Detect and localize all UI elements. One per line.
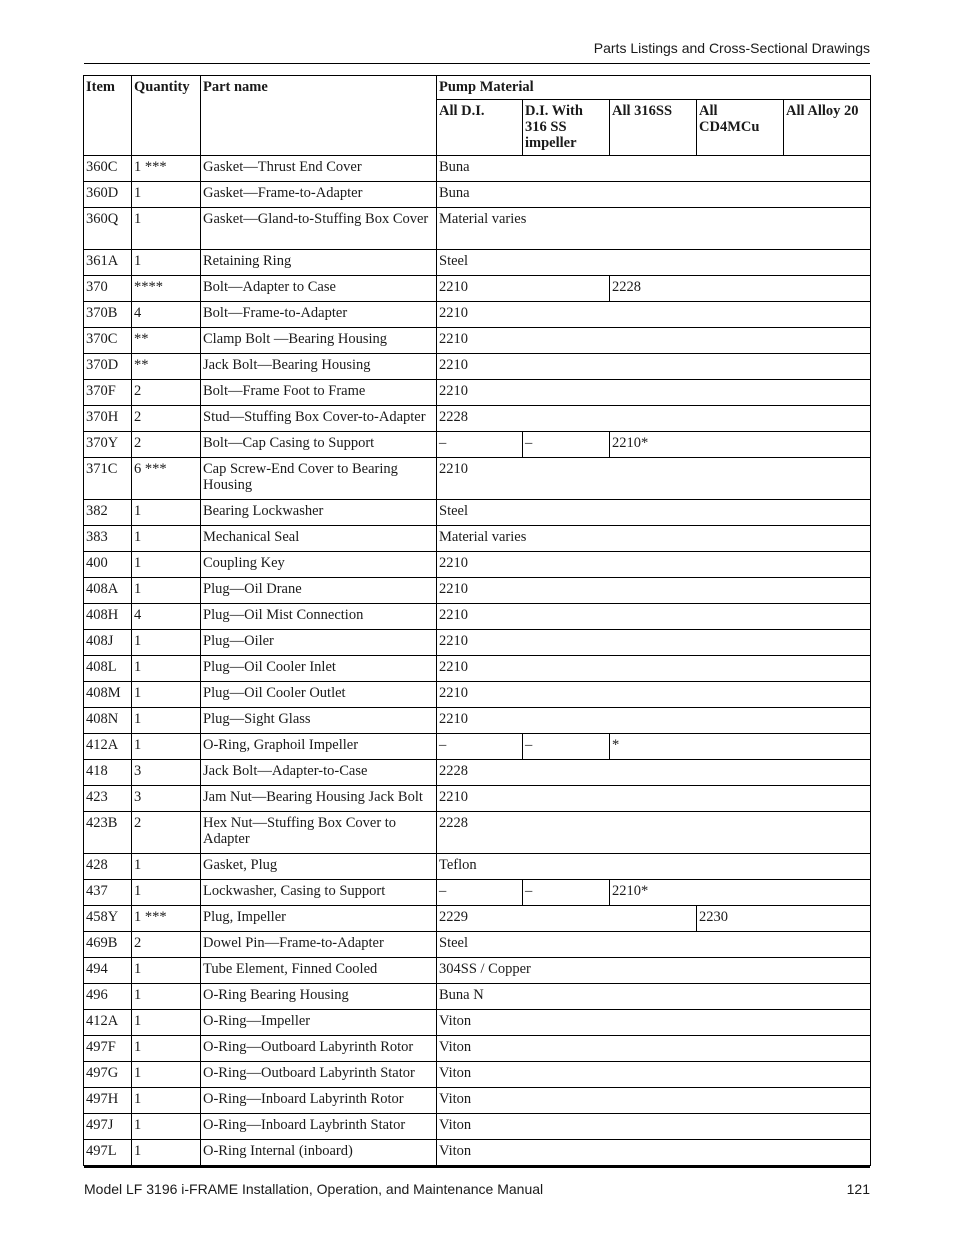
- part-name-cell: Coupling Key: [201, 552, 437, 578]
- item-cell: 497H: [84, 1088, 132, 1114]
- quantity-cell: 1: [132, 182, 201, 208]
- quantity-cell: 1: [132, 854, 201, 880]
- parts-table: [83, 75, 871, 1166]
- material-cell: 2210: [437, 276, 610, 302]
- part-name-cell: Jam Nut—Bearing Housing Jack Bolt: [201, 786, 437, 812]
- table-row: [84, 354, 871, 380]
- quantity-cell: 1: [132, 1114, 201, 1140]
- quantity-cell: 3: [132, 786, 201, 812]
- item-cell: 383: [84, 526, 132, 552]
- col-header-material: All 316SS: [610, 100, 697, 156]
- part-name-cell: Bolt—Frame-to-Adapter: [201, 302, 437, 328]
- quantity-cell: **: [132, 354, 201, 380]
- item-cell: 496: [84, 984, 132, 1010]
- material-cell: 2210: [437, 578, 871, 604]
- part-name-cell: Lockwasher, Casing to Support: [201, 880, 437, 906]
- part-name-cell: O-Ring—Inboard Labyrinth Rotor: [201, 1088, 437, 1114]
- item-cell: 412A: [84, 1010, 132, 1036]
- table-row: [84, 1140, 871, 1166]
- quantity-cell: 1: [132, 682, 201, 708]
- table-row: [84, 1114, 871, 1140]
- quantity-cell: 1: [132, 250, 201, 276]
- table-row: [84, 250, 871, 276]
- table-row: [84, 578, 871, 604]
- table-row: [84, 328, 871, 354]
- material-cell: –: [437, 734, 523, 760]
- part-name-cell: Plug—Sight Glass: [201, 708, 437, 734]
- material-cell: 2210: [437, 552, 871, 578]
- part-name-cell: Stud—Stuffing Box Cover-to-Adapter: [201, 406, 437, 432]
- item-cell: 408A: [84, 578, 132, 604]
- material-cell: 2210: [437, 630, 871, 656]
- quantity-cell: 1: [132, 1036, 201, 1062]
- quantity-cell: 2: [132, 406, 201, 432]
- table-row: [84, 1010, 871, 1036]
- table-row: [84, 182, 871, 208]
- item-cell: 412A: [84, 734, 132, 760]
- table-row: [84, 812, 871, 854]
- quantity-cell: 1: [132, 1140, 201, 1166]
- quantity-cell: 2: [132, 812, 201, 854]
- material-cell: Viton: [437, 1114, 871, 1140]
- table-row: [84, 880, 871, 906]
- part-name-cell: Bolt—Cap Casing to Support: [201, 432, 437, 458]
- quantity-cell: 1: [132, 208, 201, 250]
- material-cell: Teflon: [437, 854, 871, 880]
- quantity-cell: 1: [132, 630, 201, 656]
- item-cell: 382: [84, 500, 132, 526]
- part-name-cell: Tube Element, Finned Cooled: [201, 958, 437, 984]
- material-cell: 2210: [437, 786, 871, 812]
- material-cell: 2210: [437, 604, 871, 630]
- material-cell: –: [523, 432, 610, 458]
- part-name-cell: O-Ring—Impeller: [201, 1010, 437, 1036]
- col-header-pump-material: Pump Material: [437, 76, 871, 100]
- page-number: 121: [846, 1181, 870, 1197]
- part-name-cell: O-Ring—Outboard Labyrinth Rotor: [201, 1036, 437, 1062]
- material-cell: *: [610, 734, 871, 760]
- material-cell: Viton: [437, 1088, 871, 1114]
- header-divider: [84, 63, 870, 64]
- table-row: [84, 708, 871, 734]
- quantity-cell: 1: [132, 552, 201, 578]
- part-name-cell: O-Ring Bearing Housing: [201, 984, 437, 1010]
- quantity-cell: 1: [132, 880, 201, 906]
- quantity-cell: 2: [132, 432, 201, 458]
- part-name-cell: Plug—Oiler: [201, 630, 437, 656]
- item-cell: 497J: [84, 1114, 132, 1140]
- table-row: [84, 656, 871, 682]
- item-cell: 423: [84, 786, 132, 812]
- item-cell: 408L: [84, 656, 132, 682]
- quantity-cell: 1: [132, 708, 201, 734]
- col-header-material: All D.I.: [437, 100, 523, 156]
- item-cell: 360C: [84, 156, 132, 182]
- table-row: [84, 984, 871, 1010]
- item-cell: 360D: [84, 182, 132, 208]
- part-name-cell: Gasket—Thrust End Cover: [201, 156, 437, 182]
- item-cell: 437: [84, 880, 132, 906]
- part-name-cell: Plug—Oil Mist Connection: [201, 604, 437, 630]
- material-cell: Steel: [437, 500, 871, 526]
- quantity-cell: 6 ***: [132, 458, 201, 500]
- table-row: [84, 932, 871, 958]
- quantity-cell: ****: [132, 276, 201, 302]
- item-cell: 423B: [84, 812, 132, 854]
- part-name-cell: Bearing Lockwasher: [201, 500, 437, 526]
- quantity-cell: 4: [132, 302, 201, 328]
- item-cell: 370: [84, 276, 132, 302]
- table-row: [84, 380, 871, 406]
- table-row: [84, 458, 871, 500]
- item-cell: 370D: [84, 354, 132, 380]
- quantity-cell: 1 ***: [132, 156, 201, 182]
- part-name-cell: Mechanical Seal: [201, 526, 437, 552]
- item-cell: 371C: [84, 458, 132, 500]
- col-header-material: All Alloy 20: [784, 100, 871, 156]
- col-header-material: All CD4MCu: [697, 100, 784, 156]
- material-cell: 2210: [437, 328, 871, 354]
- table-row: [84, 760, 871, 786]
- quantity-cell: 1: [132, 1010, 201, 1036]
- table-row: [84, 604, 871, 630]
- table-row: [84, 1062, 871, 1088]
- item-cell: 370C: [84, 328, 132, 354]
- col-header-part-name: Part name: [201, 76, 437, 156]
- item-cell: 408M: [84, 682, 132, 708]
- table-row: [84, 500, 871, 526]
- item-cell: 370F: [84, 380, 132, 406]
- material-cell: Material varies: [437, 208, 871, 250]
- quantity-cell: 2: [132, 380, 201, 406]
- table-row: [84, 854, 871, 880]
- material-cell: Viton: [437, 1036, 871, 1062]
- material-cell: 2229: [437, 906, 697, 932]
- table-row: [84, 1088, 871, 1114]
- item-cell: 497L: [84, 1140, 132, 1166]
- material-cell: Viton: [437, 1010, 871, 1036]
- part-name-cell: Hex Nut—Stuffing Box Cover to Adapter: [201, 812, 437, 854]
- table-row: [84, 786, 871, 812]
- quantity-cell: 2: [132, 932, 201, 958]
- table-row: [84, 734, 871, 760]
- table-row: [84, 156, 871, 182]
- item-cell: 408N: [84, 708, 132, 734]
- material-cell: 2210*: [610, 880, 871, 906]
- quantity-cell: 1: [132, 958, 201, 984]
- item-cell: 370B: [84, 302, 132, 328]
- part-name-cell: Clamp Bolt —Bearing Housing: [201, 328, 437, 354]
- part-name-cell: Bolt—Frame Foot to Frame: [201, 380, 437, 406]
- part-name-cell: O-Ring—Inboard Laybrinth Stator: [201, 1114, 437, 1140]
- table-row: [84, 302, 871, 328]
- material-cell: 2210: [437, 656, 871, 682]
- item-cell: 497F: [84, 1036, 132, 1062]
- material-cell: –: [437, 880, 523, 906]
- table-row: [84, 552, 871, 578]
- item-cell: 494: [84, 958, 132, 984]
- quantity-cell: 1: [132, 578, 201, 604]
- material-cell: 2228: [610, 276, 871, 302]
- item-cell: 360Q: [84, 208, 132, 250]
- part-name-cell: Gasket, Plug: [201, 854, 437, 880]
- quantity-cell: 1: [132, 734, 201, 760]
- material-cell: –: [523, 734, 610, 760]
- col-header-item: Item: [84, 76, 132, 156]
- material-cell: 2228: [437, 812, 871, 854]
- material-cell: –: [437, 432, 523, 458]
- quantity-cell: 1: [132, 984, 201, 1010]
- item-cell: 497G: [84, 1062, 132, 1088]
- table-row: [84, 406, 871, 432]
- quantity-cell: 1 ***: [132, 906, 201, 932]
- part-name-cell: Dowel Pin—Frame-to-Adapter: [201, 932, 437, 958]
- quantity-cell: **: [132, 328, 201, 354]
- item-cell: 361A: [84, 250, 132, 276]
- material-cell: Buna N: [437, 984, 871, 1010]
- material-cell: 2228: [437, 406, 871, 432]
- table-row: [84, 682, 871, 708]
- part-name-cell: O-Ring Internal (inboard): [201, 1140, 437, 1166]
- manual-title: Model LF 3196 i-FRAME Installation, Operation, and Maintenance Manual: [84, 1181, 544, 1197]
- table-row: [84, 432, 871, 458]
- material-cell: 2210: [437, 302, 871, 328]
- material-cell: Buna: [437, 156, 871, 182]
- table-row: [84, 1036, 871, 1062]
- item-cell: 408H: [84, 604, 132, 630]
- table-row: [84, 906, 871, 932]
- quantity-cell: 1: [132, 1062, 201, 1088]
- part-name-cell: Plug—Oil Cooler Outlet: [201, 682, 437, 708]
- footer-divider: [84, 1166, 870, 1168]
- quantity-cell: 3: [132, 760, 201, 786]
- quantity-cell: 1: [132, 656, 201, 682]
- item-cell: 458Y: [84, 906, 132, 932]
- part-name-cell: Retaining Ring: [201, 250, 437, 276]
- item-cell: 370H: [84, 406, 132, 432]
- item-cell: 428: [84, 854, 132, 880]
- material-cell: 2230: [697, 906, 871, 932]
- material-cell: 2210: [437, 354, 871, 380]
- material-cell: 2210: [437, 682, 871, 708]
- material-cell: 2228: [437, 760, 871, 786]
- item-cell: 469B: [84, 932, 132, 958]
- table-row: [84, 208, 871, 250]
- table-row: [84, 958, 871, 984]
- material-cell: 2210: [437, 708, 871, 734]
- item-cell: 370Y: [84, 432, 132, 458]
- part-name-cell: Plug—Oil Drane: [201, 578, 437, 604]
- item-cell: 408J: [84, 630, 132, 656]
- material-cell: 2210: [437, 458, 871, 500]
- material-cell: Viton: [437, 1062, 871, 1088]
- col-header-quantity: Quantity: [132, 76, 201, 156]
- item-cell: 418: [84, 760, 132, 786]
- material-cell: 2210: [437, 380, 871, 406]
- material-cell: Steel: [437, 250, 871, 276]
- material-cell: 304SS / Copper: [437, 958, 871, 984]
- table-row: [84, 630, 871, 656]
- part-name-cell: Plug, Impeller: [201, 906, 437, 932]
- material-cell: Buna: [437, 182, 871, 208]
- quantity-cell: 4: [132, 604, 201, 630]
- material-cell: Viton: [437, 1140, 871, 1166]
- part-name-cell: Plug—Oil Cooler Inlet: [201, 656, 437, 682]
- table-row: [84, 276, 871, 302]
- parts-table-body: [84, 156, 871, 1166]
- material-cell: Steel: [437, 932, 871, 958]
- part-name-cell: Jack Bolt—Bearing Housing: [201, 354, 437, 380]
- quantity-cell: 1: [132, 1088, 201, 1114]
- part-name-cell: Gasket—Gland-to-Stuffing Box Cover: [201, 208, 437, 250]
- col-header-material: D.I. With 316 SS impeller: [523, 100, 610, 156]
- material-cell: Material varies: [437, 526, 871, 552]
- part-name-cell: Gasket—Frame-to-Adapter: [201, 182, 437, 208]
- section-title: Parts Listings and Cross-Sectional Drawings: [593, 40, 870, 56]
- part-name-cell: O-Ring—Outboard Labyrinth Stator: [201, 1062, 437, 1088]
- quantity-cell: 1: [132, 526, 201, 552]
- item-cell: 400: [84, 552, 132, 578]
- part-name-cell: Jack Bolt—Adapter-to-Case: [201, 760, 437, 786]
- material-cell: 2210*: [610, 432, 871, 458]
- table-row: [84, 526, 871, 552]
- part-name-cell: O-Ring, Graphoil Impeller: [201, 734, 437, 760]
- quantity-cell: 1: [132, 500, 201, 526]
- part-name-cell: Cap Screw-End Cover to Bearing Housing: [201, 458, 437, 500]
- part-name-cell: Bolt—Adapter to Case: [201, 276, 437, 302]
- material-cell: –: [523, 880, 610, 906]
